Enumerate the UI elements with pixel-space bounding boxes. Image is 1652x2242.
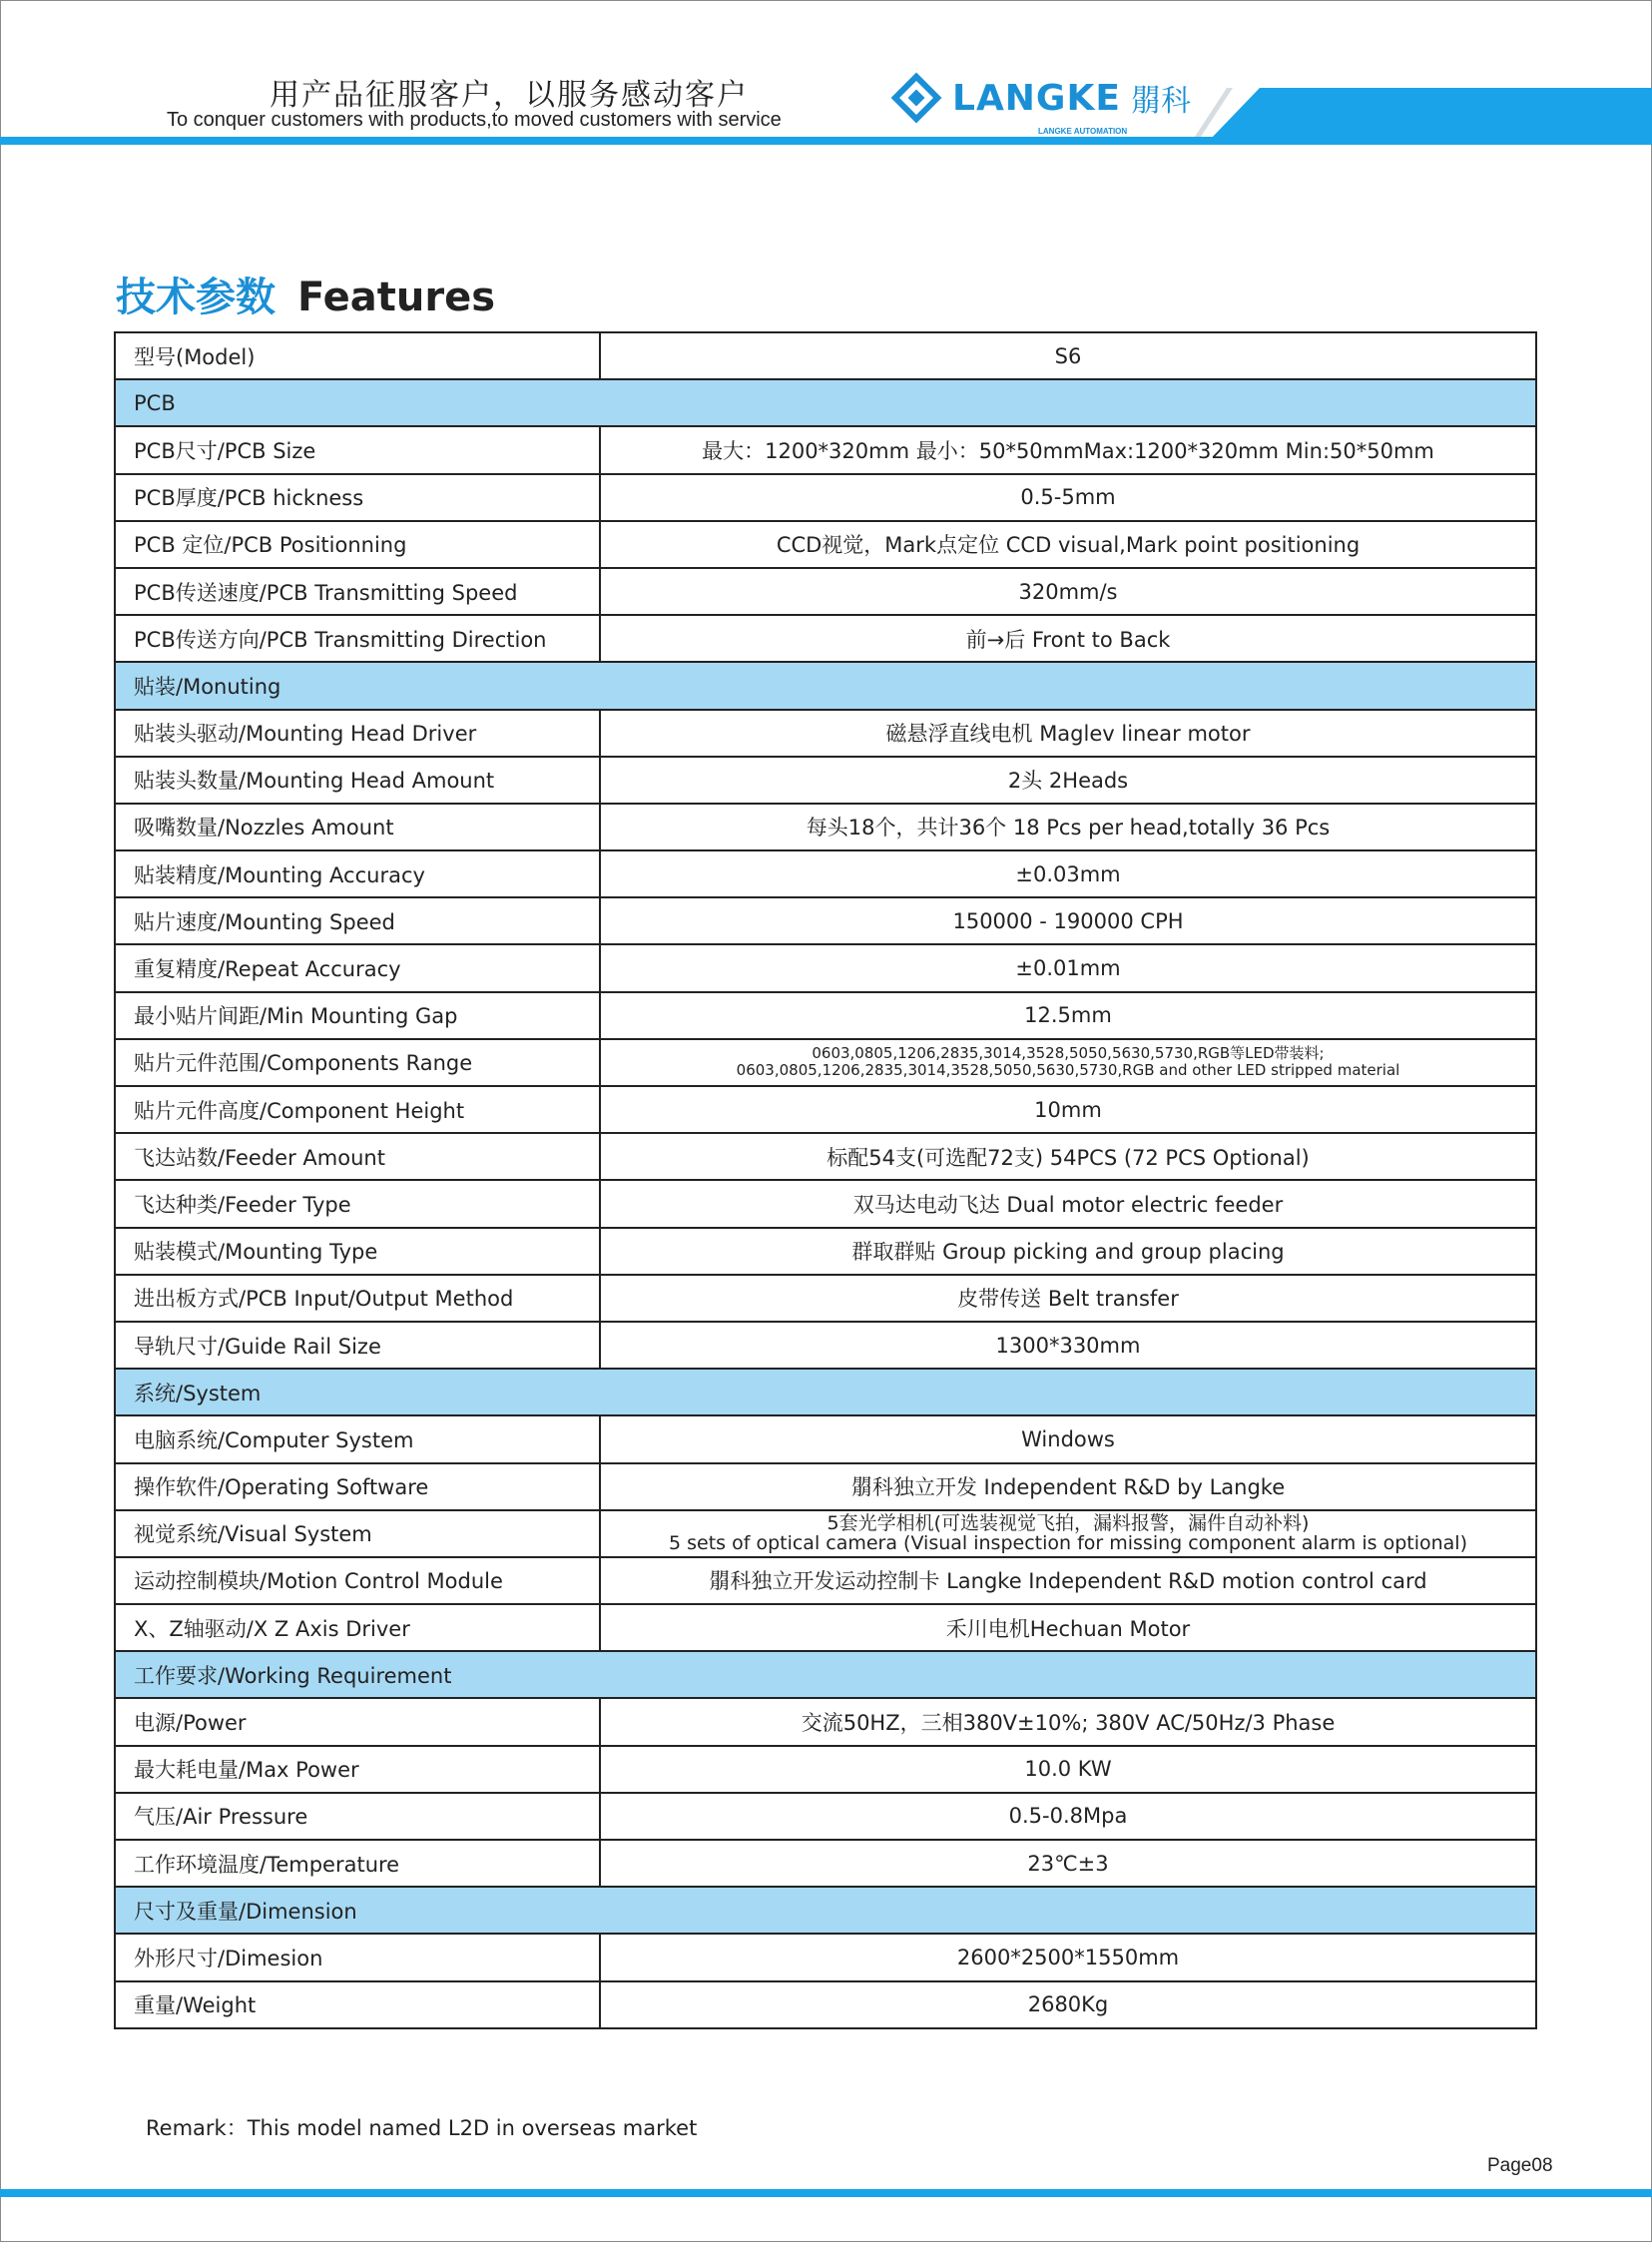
- row-label: 型号(Model): [115, 332, 600, 379]
- table-row: [115, 1746, 1536, 1793]
- table-row: [115, 1133, 1536, 1180]
- row-value: 禾川电机Hechuan Motor: [600, 1604, 1536, 1651]
- remark-text: Remark：This model named L2D in overseas market: [146, 2116, 698, 2140]
- section-title: 尺寸及重量/Dimension: [115, 1887, 1536, 1934]
- row-label: 重复精度/Repeat Accuracy: [115, 944, 600, 991]
- table-row: [115, 1698, 1536, 1745]
- row-label: 飞达种类/Feeder Type: [115, 1180, 600, 1227]
- row-label: 贴片元件高度/Component Height: [115, 1086, 600, 1133]
- section-header-row: [115, 662, 1536, 709]
- row-value: 前→后 Front to Back: [600, 615, 1536, 662]
- row-value: 320mm/s: [600, 568, 1536, 615]
- row-label: 贴装精度/Mounting Accuracy: [115, 850, 600, 897]
- table-row: [115, 757, 1536, 804]
- section-title: 系统/System: [115, 1369, 1536, 1415]
- table-row: [115, 1415, 1536, 1462]
- row-value: 23℃±3: [600, 1840, 1536, 1887]
- row-label: PCB传送速度/PCB Transmitting Speed: [115, 568, 600, 615]
- row-value: 2600*2500*1550mm: [600, 1934, 1536, 1980]
- row-value-line-2: 0603,0805,1206,2835,3014,3528,5050,5630,5730,RGB and other LED stripped material: [736, 1061, 1400, 1080]
- row-value: S6: [600, 332, 1536, 379]
- table-row: [115, 1039, 1536, 1086]
- table-row: [115, 1228, 1536, 1275]
- row-value: [600, 1510, 1536, 1557]
- table-row: [115, 897, 1536, 944]
- company-logo: [898, 76, 1191, 120]
- row-value: CCD视觉，Mark点定位 CCD visual,Mark point positioning: [600, 521, 1536, 568]
- section-title: PCB: [115, 379, 1536, 426]
- section-title: 工作要求/Working Requirement: [115, 1651, 1536, 1698]
- row-value-line-1: 0603,0805,1206,2835,3014,3528,5050,5630,5730,RGB等LED带装料;: [812, 1044, 1325, 1063]
- footer-rule: [0, 2189, 1652, 2197]
- page-title-chinese: 技术参数: [116, 275, 275, 320]
- row-value: 12.5mm: [600, 992, 1536, 1039]
- spec-table-body: [115, 332, 1536, 2028]
- row-value: 0.5-5mm: [600, 474, 1536, 521]
- slogan-english: To conquer customers with products,to moved customers with service: [167, 109, 782, 131]
- model-row: [115, 332, 1536, 379]
- row-label: PCB尺寸/PCB Size: [115, 426, 600, 473]
- row-label: 电源/Power: [115, 1698, 600, 1745]
- row-label: 进出板方式/PCB Input/Output Method: [115, 1275, 600, 1322]
- row-label: 视觉系统/Visual System: [115, 1510, 600, 1557]
- row-value: 标配54支(可选配72支) 54PCS (72 PCS Optional): [600, 1133, 1536, 1180]
- table-row: [115, 944, 1536, 991]
- section-header-row: [115, 379, 1536, 426]
- diamond-logo-icon: [891, 73, 942, 124]
- table-row: [115, 1934, 1536, 1980]
- row-label: 电脑系统/Computer System: [115, 1415, 600, 1462]
- table-row: [115, 804, 1536, 850]
- row-value: ±0.03mm: [600, 850, 1536, 897]
- row-label: 贴片元件范围/Components Range: [115, 1039, 600, 1086]
- row-label: 贴片速度/Mounting Speed: [115, 897, 600, 944]
- row-label: 贴装头数量/Mounting Head Amount: [115, 757, 600, 804]
- row-label: 最小贴片间距/Min Mounting Gap: [115, 992, 600, 1039]
- row-value: 1300*330mm: [600, 1322, 1536, 1369]
- logo-chinese: 朤科: [1130, 84, 1191, 119]
- row-value-line-1: 5套光学相机(可选装视觉飞拍，漏料报警，漏件自动补料): [826, 1512, 1310, 1535]
- slogan-chinese: 用产品征服客户，以服务感动客户: [270, 78, 749, 113]
- row-value: 最大：1200*320mm 最小：50*50mmMax:1200*320mm Min:50*50mm: [600, 426, 1536, 473]
- header-accent-band: [1210, 88, 1652, 140]
- section-title: 贴装/Monuting: [115, 662, 1536, 709]
- row-value: 每头18个，共计36个 18 Pcs per head,totally 36 Pcs: [600, 804, 1536, 850]
- table-row: [115, 992, 1536, 1039]
- row-label: 气压/Air Pressure: [115, 1793, 600, 1840]
- table-row: [115, 710, 1536, 757]
- row-value: Windows: [600, 1415, 1536, 1462]
- table-row: [115, 1463, 1536, 1510]
- row-label: 贴装模式/Mounting Type: [115, 1228, 600, 1275]
- row-label: 重量/Weight: [115, 1981, 600, 2028]
- page-number: Page08: [1487, 2155, 1553, 2176]
- table-row: [115, 850, 1536, 897]
- row-value: 10.0 KW: [600, 1746, 1536, 1793]
- row-label: PCB厚度/PCB hickness: [115, 474, 600, 521]
- row-label: 贴装头驱动/Mounting Head Driver: [115, 710, 600, 757]
- row-value: 2680Kg: [600, 1981, 1536, 2028]
- table-row: [115, 615, 1536, 662]
- table-row: [115, 1840, 1536, 1887]
- table-row: [115, 1180, 1536, 1227]
- row-value-line-2: 5 sets of optical camera (Visual inspection for missing component alarm is optional): [668, 1532, 1467, 1555]
- row-label: X、Z轴驱动/X Z Axis Driver: [115, 1604, 600, 1651]
- page-title: [116, 266, 495, 322]
- row-label: 操作软件/Operating Software: [115, 1463, 600, 1510]
- row-value: 0.5-0.8Mpa: [600, 1793, 1536, 1840]
- table-row: [115, 474, 1536, 521]
- section-header-row: [115, 1651, 1536, 1698]
- table-row: [115, 1322, 1536, 1369]
- row-value: 朤科独立开发运动控制卡 Langke Independent R&D motion control card: [600, 1557, 1536, 1604]
- table-row: [115, 1557, 1536, 1604]
- table-row: [115, 1981, 1536, 2028]
- header-rule: [0, 137, 1652, 145]
- page-title-english: Features: [296, 275, 496, 320]
- row-label: PCB传送方向/PCB Transmitting Direction: [115, 615, 600, 662]
- section-header-row: [115, 1369, 1536, 1415]
- row-value: 磁悬浮直线电机 Maglev linear motor: [600, 710, 1536, 757]
- row-label: 外形尺寸/Dimesion: [115, 1934, 600, 1980]
- table-row: [115, 426, 1536, 473]
- row-label: 吸嘴数量/Nozzles Amount: [115, 804, 600, 850]
- table-row: [115, 1275, 1536, 1322]
- row-value: 皮带传送 Belt transfer: [600, 1275, 1536, 1322]
- logo-text: LANGKE: [952, 77, 1121, 119]
- row-label: 工作环境温度/Temperature: [115, 1840, 600, 1887]
- row-value: 交流50HZ，三相380V±10%; 380V AC/50Hz/3 Phase: [600, 1698, 1536, 1745]
- row-label: 飞达站数/Feeder Amount: [115, 1133, 600, 1180]
- table-row: [115, 1510, 1536, 1557]
- row-value: 双马达电动飞达 Dual motor electric feeder: [600, 1180, 1536, 1227]
- row-value: ±0.01mm: [600, 944, 1536, 991]
- row-label: 最大耗电量/Max Power: [115, 1746, 600, 1793]
- row-value: 2头 2Heads: [600, 757, 1536, 804]
- row-value: 群取群贴 Group picking and group placing: [600, 1228, 1536, 1275]
- row-value: 150000 - 190000 CPH: [600, 897, 1536, 944]
- row-value: 朤科独立开发 Independent R&D by Langke: [600, 1463, 1536, 1510]
- table-row: [115, 568, 1536, 615]
- row-value: [600, 1039, 1536, 1086]
- section-header-row: [115, 1887, 1536, 1934]
- logo-subtitle: LANGKE AUTOMATION: [1038, 127, 1128, 136]
- table-row: [115, 1793, 1536, 1840]
- table-row: [115, 1604, 1536, 1651]
- table-row: [115, 521, 1536, 568]
- row-label: PCB 定位/PCB Positionning: [115, 521, 600, 568]
- table-row: [115, 1086, 1536, 1133]
- row-label: 运动控制模块/Motion Control Module: [115, 1557, 600, 1604]
- row-value: 10mm: [600, 1086, 1536, 1133]
- row-label: 导轨尺寸/Guide Rail Size: [115, 1322, 600, 1369]
- spec-table: [114, 331, 1537, 2029]
